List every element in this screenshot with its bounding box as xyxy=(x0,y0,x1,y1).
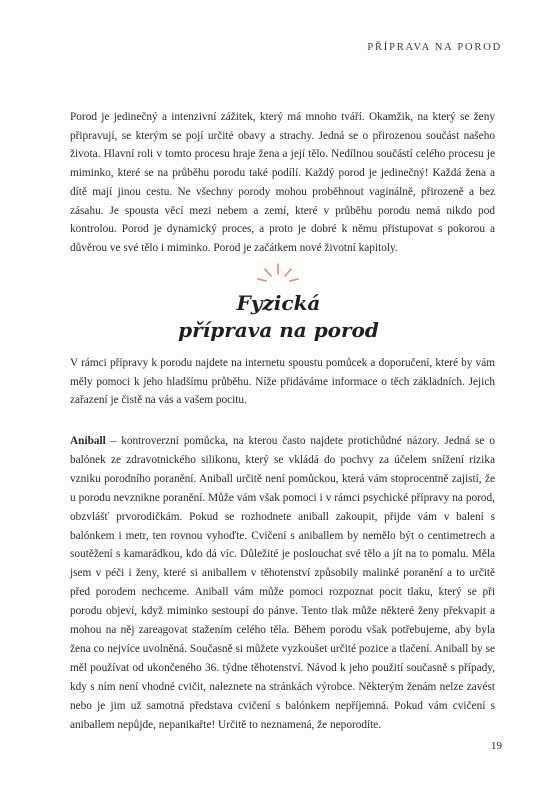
intro-paragraph: Porod je jedinečný a intenzivní zážitek, který má mnoho tváří. Okamžik, na který se ženy připravují, se kterým se pojí určité obavy a strachy. Jedná se o přirozenou součást našeho života. Hlavní roli v tomto procesu hraje žena a její tělo. Nedílnou součástí celého procesu je miminko, které se na průběhu porodu také podílí. Každý porod je jedinečný! Každá žena a dítě mají jinou cestu. Ne všechny porody mohou proběhnout vaginálně, přirozeně a bez zásahu. Je spousta věcí mezi nebem a zemí, které v průběhu porodu nemá nikdo pod kontrolou. Porod je dynamický proces, a proto je dobré k němu přistupovat s pokorou a důvěrou ve své tělo i miminko. Porod je začátkem nové životní kapitoly. xyxy=(70,111,495,254)
section-heading-line2: příprava na porod xyxy=(178,318,379,342)
page-number: 19 xyxy=(491,740,502,752)
accent-burst-icon xyxy=(256,262,300,288)
section-heading-line1: Fyzická xyxy=(236,291,321,315)
aniball-paragraph xyxy=(70,432,495,735)
aniball-term: Aniball xyxy=(70,435,106,447)
lead-paragraph: V rámci přípravy k porodu najdete na internetu spoustu pomůcek a doporučení, které by vám měly pomoci k jeho hladšímu průběhu. Níže přidáváme informace o těch základních. Jejich zařazení je čistě na vás a vašem pocitu. xyxy=(70,357,495,407)
section-heading xyxy=(0,290,557,344)
aniball-text: – kontroverzní pomůcka, na kterou často najdete protichůdné názory. Jedná se o balónek ze zdravotnického silikonu, který se vkládá do pochvy za účelem snížení rizika vzniku porodního poranění. Aniball určitě není pomůckou, která vám stoprocentně zajistí, že u porodu nevznikne poranění. Může vám však pomoci i v rámci psychické přípravy na porod, obzvlášť prvorodičkám. Pokud se rozhodnete aniball zakoupit, přijde vám v balení s balónkem i metr, ten rovnou vyhoďte. Cvičení s aniballem by nemělo být o centimetrech a soutěžení s kamarádkou, kdo dá víc. Důležité je poslouchat své tělo a jít na to pomalu. Měla jsem v péči i ženy, které si aniballem v těhotenství způsobily malinké poranění a to určitě před porodem nechceme. Aniball vám může pomoci rozpoznat pocit tlaku, který se při porodu objeví, když miminko sestoupí do pánve. Tento tlak může některé ženy překvapit a mohou na něj zareagovat stažením celého těla. Během porodu však potřebujeme, aby byla žena co nejvíce uvolněná. Současně si můžete vyzkoušet určité pozice a tlačení. Aniball by se měl používat od ukončeného 36. týdne těhotenství. Návod k jeho použití současně s případy, kdy s ním není vhodné cvičit, naleznete na stránkách výrobce. Některým ženám nelze zavést nebo je jim už samotná představa cvičení s balónkem nepříjemná. Pokud vám cvičení s aniballem nepůjde, nepanikařte! Určitě to neznamená, že neporodíte. xyxy=(70,435,495,731)
running-head: PŘÍPRAVA NA POROD xyxy=(367,42,502,53)
